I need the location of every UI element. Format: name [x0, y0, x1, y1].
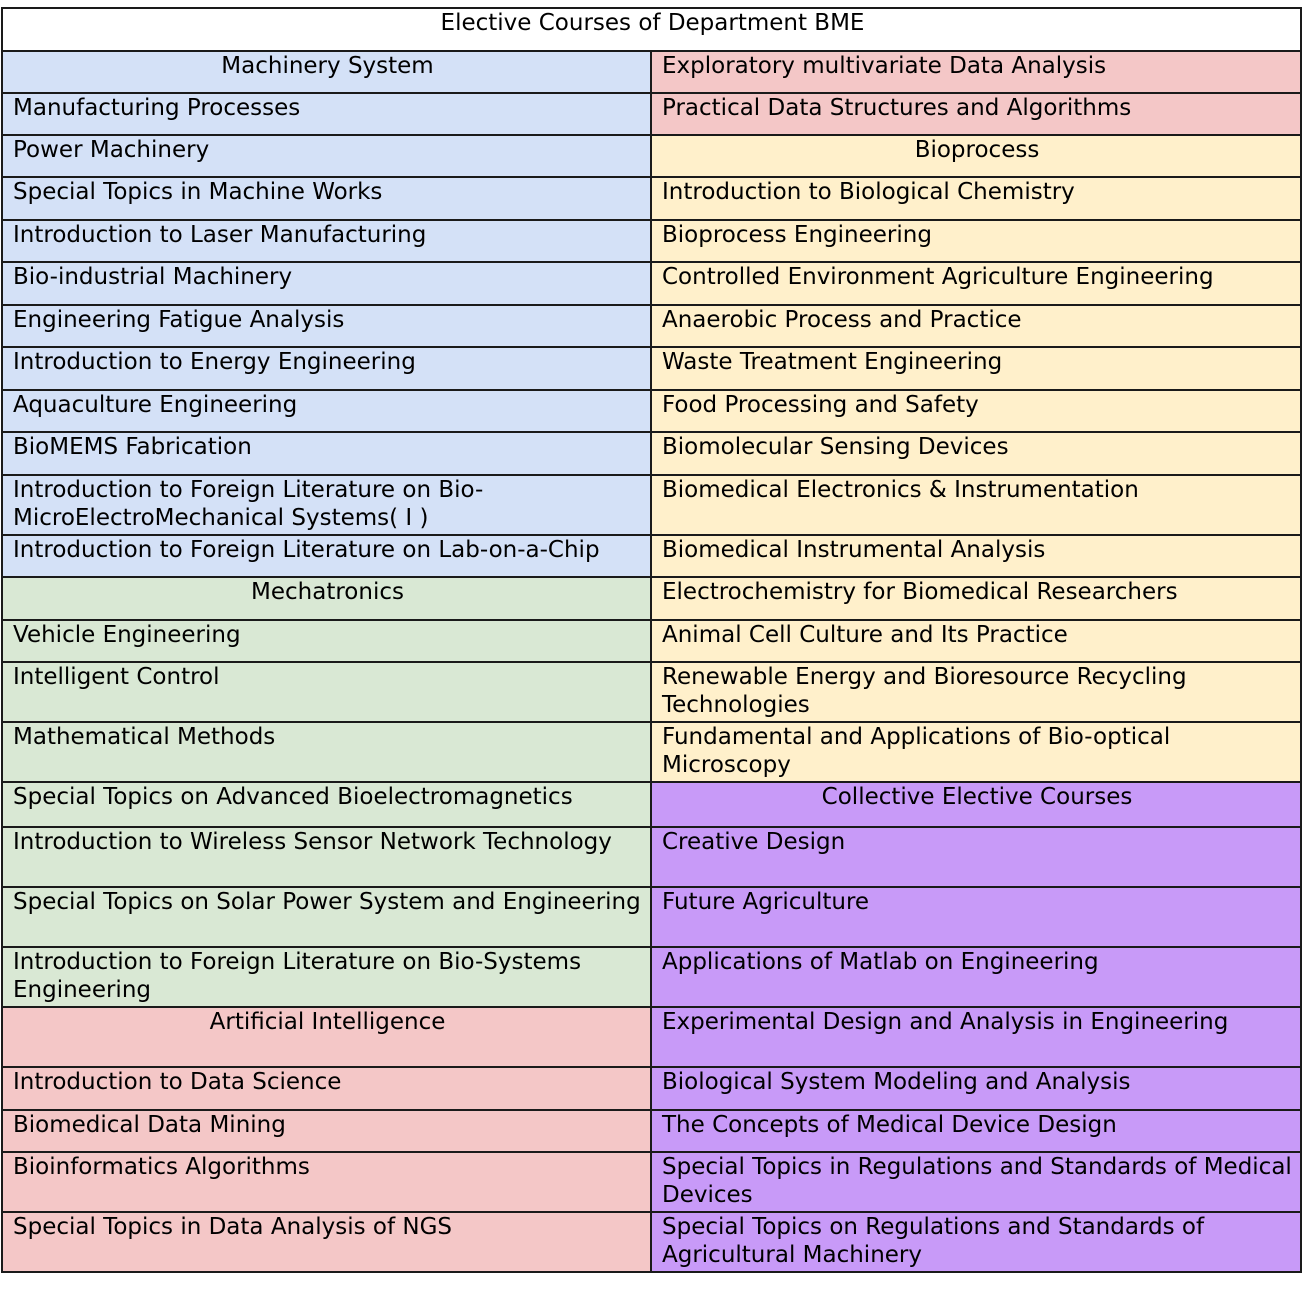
course-cell: Special Topics on Advanced Bioelectromagnetics — [2, 782, 651, 827]
table-row — [2, 722, 1301, 782]
course-cell: Future Agriculture — [651, 887, 1301, 947]
course-cell: Introduction to Foreign Literature on Bio-MicroElectroMechanical Systems( I ) — [2, 475, 651, 535]
course-table-body — [2, 8, 1301, 1272]
table-row — [2, 782, 1301, 827]
course-cell: Exploratory multivariate Data Analysis — [651, 51, 1301, 93]
table-row — [2, 262, 1301, 305]
course-cell: Practical Data Structures and Algorithms — [651, 93, 1301, 135]
course-cell: Mathematical Methods — [2, 722, 651, 782]
course-cell: BioMEMS Fabrication — [2, 432, 651, 475]
table-row — [2, 535, 1301, 577]
table-row — [2, 1007, 1301, 1067]
course-cell: Creative Design — [651, 827, 1301, 887]
course-cell: The Concepts of Medical Device Design — [651, 1110, 1301, 1152]
course-cell: Special Topics on Regulations and Standards of Agricultural Machinery — [651, 1212, 1301, 1272]
course-cell: Bio-industrial Machinery — [2, 262, 651, 305]
table-row — [2, 220, 1301, 262]
table-row — [2, 347, 1301, 390]
table-title-row — [2, 8, 1301, 51]
table-row — [2, 827, 1301, 887]
course-cell: Bioprocess Engineering — [651, 220, 1301, 262]
course-cell: Bioinformatics Algorithms — [2, 1152, 651, 1212]
course-cell: Manufacturing Processes — [2, 93, 651, 135]
course-cell: Electrochemistry for Biomedical Researchers — [651, 577, 1301, 620]
course-cell: Renewable Energy and Bioresource Recycling Technologies — [651, 662, 1301, 722]
category-header-cell: Mechatronics — [2, 577, 651, 620]
course-cell: Intelligent Control — [2, 662, 651, 722]
table-row — [2, 93, 1301, 135]
course-cell: Introduction to Energy Engineering — [2, 347, 651, 390]
course-cell: Special Topics in Machine Works — [2, 177, 651, 220]
table-row — [2, 620, 1301, 662]
table-row — [2, 51, 1301, 93]
elective-courses-table — [1, 7, 1302, 1273]
course-cell: Special Topics on Solar Power System and Engineering — [2, 887, 651, 947]
course-cell: Power Machinery — [2, 135, 651, 177]
course-cell: Introduction to Wireless Sensor Network Technology — [2, 827, 651, 887]
course-cell: Special Topics in Data Analysis of NGS — [2, 1212, 651, 1272]
course-cell: Introduction to Laser Manufacturing — [2, 220, 651, 262]
course-cell: Animal Cell Culture and Its Practice — [651, 620, 1301, 662]
table-row — [2, 305, 1301, 347]
category-header-cell: Machinery System — [2, 51, 651, 93]
table-row — [2, 1212, 1301, 1272]
table-row — [2, 887, 1301, 947]
category-header-cell: Bioprocess — [651, 135, 1301, 177]
table-row — [2, 577, 1301, 620]
course-cell: Waste Treatment Engineering — [651, 347, 1301, 390]
category-header-cell: Artificial Intelligence — [2, 1007, 651, 1067]
course-cell: Experimental Design and Analysis in Engineering — [651, 1007, 1301, 1067]
course-cell: Engineering Fatigue Analysis — [2, 305, 651, 347]
table-row — [2, 177, 1301, 220]
table-row — [2, 475, 1301, 535]
course-cell: Vehicle Engineering — [2, 620, 651, 662]
course-cell: Biomedical Instrumental Analysis — [651, 535, 1301, 577]
course-cell: Biological System Modeling and Analysis — [651, 1067, 1301, 1110]
course-cell: Fundamental and Applications of Bio-optical Microscopy — [651, 722, 1301, 782]
table-row — [2, 1110, 1301, 1152]
table-row — [2, 432, 1301, 475]
course-cell: Introduction to Data Science — [2, 1067, 651, 1110]
course-cell: Anaerobic Process and Practice — [651, 305, 1301, 347]
course-cell: Introduction to Biological Chemistry — [651, 177, 1301, 220]
course-cell: Biomedical Data Mining — [2, 1110, 651, 1152]
course-cell: Food Processing and Safety — [651, 390, 1301, 432]
table-row — [2, 947, 1301, 1007]
table-row — [2, 1067, 1301, 1110]
table-row — [2, 390, 1301, 432]
course-cell: Introduction to Foreign Literature on Lab-on-a-Chip — [2, 535, 651, 577]
course-cell: Special Topics in Regulations and Standards of Medical Devices — [651, 1152, 1301, 1212]
course-cell: Controlled Environment Agriculture Engineering — [651, 262, 1301, 305]
table-row — [2, 1152, 1301, 1212]
course-cell: Biomolecular Sensing Devices — [651, 432, 1301, 475]
course-cell: Aquaculture Engineering — [2, 390, 651, 432]
category-header-cell: Collective Elective Courses — [651, 782, 1301, 827]
table-row — [2, 662, 1301, 722]
table-title: Elective Courses of Department BME — [2, 8, 1301, 51]
course-cell: Introduction to Foreign Literature on Bio-Systems Engineering — [2, 947, 651, 1007]
table-row — [2, 135, 1301, 177]
course-cell: Biomedical Electronics & Instrumentation — [651, 475, 1301, 535]
course-cell: Applications of Matlab on Engineering — [651, 947, 1301, 1007]
